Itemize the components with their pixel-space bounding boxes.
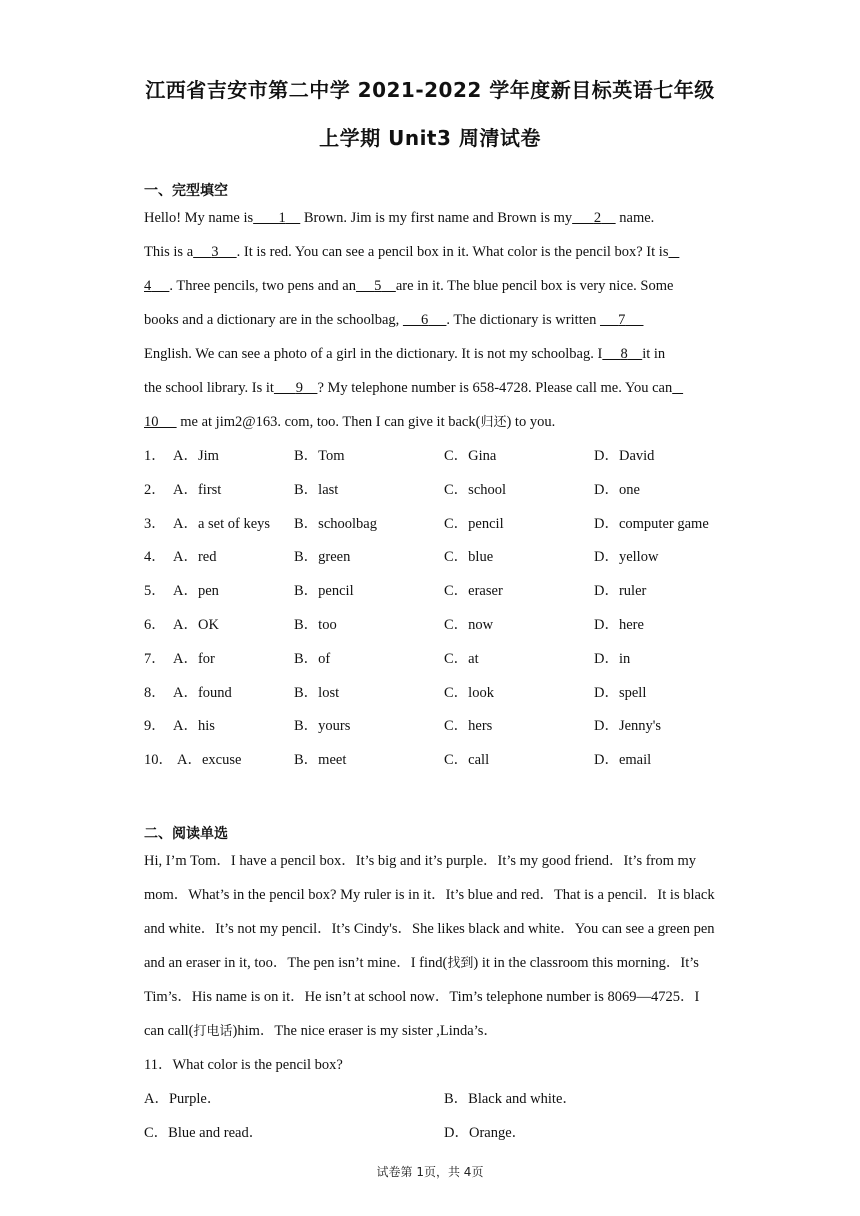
cloze-line-2 (144, 242, 719, 262)
cloze-text: ) to you. (506, 414, 556, 430)
question-3-option-b[interactable]: B．schoolbag (294, 516, 377, 532)
blank-4-start (668, 244, 679, 260)
blank-8: 8 (620, 346, 628, 362)
question-6-option-c[interactable]: C．now (444, 617, 494, 633)
cloze-text: . Three pencils, two pens and an (169, 278, 356, 294)
cloze-text: . The dictionary is written (446, 312, 597, 328)
blank-9: 9 (295, 380, 303, 396)
cloze-text: ? My telephone number is 658-4728. Please call me. You can (317, 380, 673, 396)
blank-2: 2 (593, 210, 602, 226)
cloze-line-5 (144, 344, 719, 364)
question-5-option-c[interactable]: C．eraser (444, 583, 503, 599)
reading-line-3: and white．It’s not my pencil．It’s Cindy's．She likes black and white．You can see a green pen (144, 921, 715, 937)
cloze-text: are in it. The blue pencil box is very nice. Some (395, 278, 674, 294)
cloze-text: books and a dictionary are in the schoolbag, (144, 312, 400, 328)
question-11-option-a[interactable]: A．Purple． (144, 1091, 222, 1107)
question-11-option-d[interactable]: D．Orange． (444, 1125, 527, 1141)
reading-line-5: Tim’s．His name is on it．He isn’t at school now．Tim’s telephone number is 8069—4725．I (144, 989, 700, 1005)
cloze-text: it in (642, 346, 666, 362)
question-3-option-a[interactable]: A．a set of keys (173, 516, 271, 532)
question-5-option-b[interactable]: B．pencil (294, 583, 354, 599)
question-8-option-a[interactable]: A．found (173, 685, 232, 701)
question-number: 3． (144, 516, 166, 532)
question-number: 1． (144, 448, 166, 464)
question-10-option-c[interactable]: C．call (444, 752, 490, 768)
cloze-text: English. We can see a photo of a girl in the dictionary. It is not my schoolbag. I (144, 346, 603, 362)
cloze-line-3 (144, 276, 719, 296)
question-11-option-c[interactable]: C．Blue and read． (144, 1125, 264, 1141)
blank-5: 5 (374, 278, 382, 294)
cloze-text: me at jim2@163. com, too. Then I can give it back( (180, 414, 481, 430)
question-8-option-d[interactable]: D．spell (594, 685, 647, 701)
question-number: 10． (144, 752, 173, 768)
question-number: 2． (144, 482, 166, 498)
cloze-text: . It is red. You can see a pencil box in it. What color is the pencil box? It is (236, 244, 669, 260)
question-9-option-c[interactable]: C．hers (444, 718, 493, 734)
question-number: 6． (144, 617, 166, 633)
cloze-text: name. (619, 210, 655, 226)
blank-1: 1 (278, 210, 286, 226)
question-6-option-d[interactable]: D．here (594, 617, 644, 633)
question-3-option-c[interactable]: C．pencil (444, 516, 504, 532)
section-heading-cloze: 一、完型填空 (144, 183, 228, 199)
question-9-option-b[interactable]: B．yours (294, 718, 351, 734)
blank-3: 3 (211, 244, 219, 260)
reading-text-cn: 找到 (447, 956, 474, 971)
blank-4: 4 (144, 278, 152, 294)
question-10-option-b[interactable]: B．meet (294, 752, 347, 768)
reading-line-4 (144, 953, 719, 974)
reading-text-cn: 打电话 (193, 1024, 233, 1039)
question-10-option-d[interactable]: D．email (594, 752, 652, 768)
question-11-stem: 11．What color is the pencil box? (144, 1057, 343, 1073)
cloze-text: the school library. Is it (144, 380, 274, 396)
question-3-option-d[interactable]: D．computer game (594, 516, 709, 532)
question-number: 7． (144, 651, 166, 667)
blank-6: 6 (421, 312, 429, 328)
question-6-option-a[interactable]: A．OK (173, 617, 219, 633)
question-7-option-b[interactable]: B．of (294, 651, 331, 667)
question-7-option-c[interactable]: C．at (444, 651, 479, 667)
blank-7: 7 (618, 312, 626, 328)
question-9-option-a[interactable]: A．his (173, 718, 215, 734)
question-8-option-b[interactable]: B．lost (294, 685, 340, 701)
question-4-option-c[interactable]: C．blue (444, 549, 494, 565)
question-9-option-d[interactable]: D．Jenny's (594, 718, 662, 734)
cloze-text: Hello! My name is (144, 210, 254, 226)
question-1-option-d[interactable]: D．David (594, 448, 655, 464)
reading-text: )him．The nice eraser is my sister ,Linda’s． (232, 1023, 498, 1039)
reading-line-2: mom．What’s in the pencil box? My ruler is in it．It’s blue and red．That is a pencil．It is black (144, 887, 715, 903)
question-1-option-c[interactable]: C．Gina (444, 448, 497, 464)
exam-title-line1: 江西省吉安市第二中学 2021-2022 学年度新目标英语七年级 (145, 78, 715, 102)
reading-line-1: Hi, I’m Tom．I have a pencil box．It’s big and it’s purple．It’s my good friend．It’s from my (144, 853, 697, 869)
question-10-option-a[interactable]: A．excuse (177, 752, 242, 768)
question-2-option-d[interactable]: D．one (594, 482, 640, 498)
blank-10-start (672, 380, 683, 396)
cloze-text: Brown. Jim is my first name and Brown is my (303, 210, 573, 226)
question-2-option-b[interactable]: B．last (294, 482, 339, 498)
question-11-option-b[interactable]: B．Black and white． (444, 1091, 577, 1107)
cloze-line-4 (144, 310, 719, 330)
page-footer: 试卷第 1页，共 4页 (376, 1165, 484, 1179)
question-2-option-c[interactable]: C．school (444, 482, 507, 498)
question-5-option-a[interactable]: A．pen (173, 583, 219, 599)
reading-text: ) it in the classroom this morning．It’s (473, 955, 699, 971)
question-1-option-b[interactable]: B．Tom (294, 448, 345, 464)
question-6-option-b[interactable]: B．too (294, 617, 337, 633)
question-4-option-d[interactable]: D．yellow (594, 549, 659, 565)
section-heading-reading: 二、阅读单选 (144, 826, 228, 842)
question-4-option-b[interactable]: B．green (294, 549, 351, 565)
cloze-line-7 (144, 412, 719, 433)
question-1-option-a[interactable]: A．Jim (173, 448, 219, 464)
reading-line-6 (144, 1021, 719, 1042)
question-2-option-a[interactable]: A．first (173, 482, 222, 498)
reading-text: and an eraser in it, too．The pen isn’t mine．I find( (144, 955, 448, 971)
cloze-text-cn: 归还 (480, 415, 507, 430)
question-number: 8． (144, 685, 166, 701)
exam-title-line2: 上学期 Unit3 周清试卷 (319, 126, 541, 150)
blank-10: 10 (144, 414, 159, 430)
question-7-option-a[interactable]: A．for (173, 651, 215, 667)
question-4-option-a[interactable]: A．red (173, 549, 217, 565)
cloze-line-6 (144, 378, 719, 398)
question-5-option-d[interactable]: D．ruler (594, 583, 647, 599)
question-number: 9． (144, 718, 166, 734)
cloze-text: This is a (144, 244, 194, 260)
question-7-option-d[interactable]: D．in (594, 651, 631, 667)
question-number: 5． (144, 583, 166, 599)
question-8-option-c[interactable]: C．look (444, 685, 494, 701)
question-number: 4． (144, 549, 166, 565)
reading-text: can call( (144, 1023, 194, 1039)
cloze-line-1 (144, 208, 719, 228)
